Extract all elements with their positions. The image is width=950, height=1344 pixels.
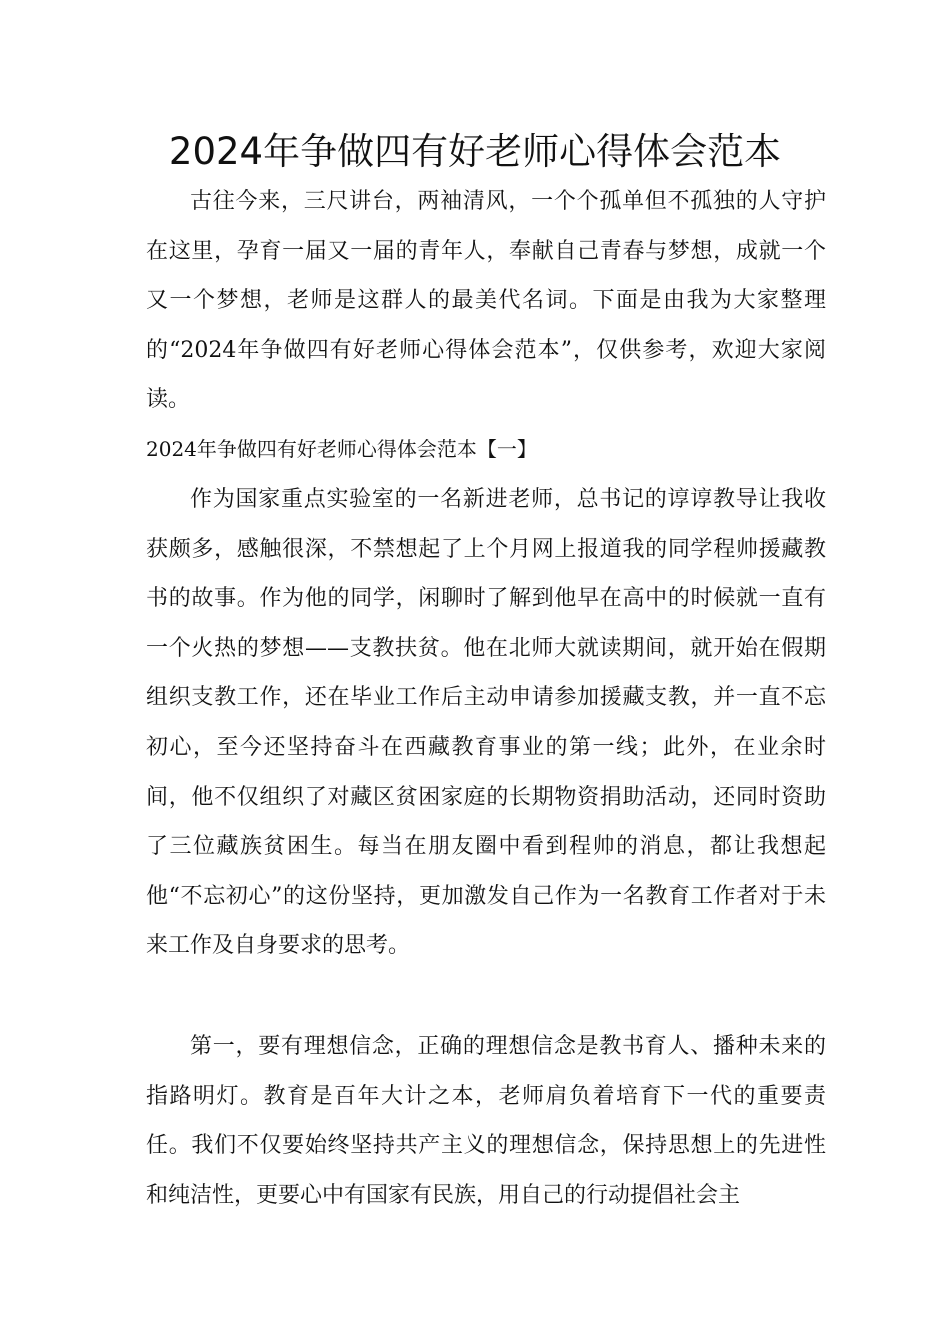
section-heading: 2024年争做四有好老师心得体会范本【一】: [146, 437, 537, 461]
intro-paragraph: 古往今来，三尺讲台，两袖清风，一个个孤单但不孤独的人守护在这里，孕育一届又一届的青年人，奉献自己青春与梦想，成就一个又一个梦想，老师是这群人的最美代名词。下面是由我为大家整理的“2024年争做四有好老师心得体会范本”，仅供参考，欢迎大家阅读。: [146, 189, 826, 413]
body-paragraph-1: 作为国家重点实验室的一名新进老师，总书记的谆谆教导让我收获颇多，感触很深，不禁想起了上个月网上报道我的同学程帅援藏教书的故事。作为他的同学，闲聊时了解到他早在高中的时候就一直有一个火热的梦想——支教扶贫。他在北师大就读期间，就开始在假期组织支教工作，还在毕业工作后主动申请参加援藏支教，并一直不忘初心，至今还坚持奋斗在西藏教育事业的第一线；此外，在业余时间，他不仅组织了对藏区贫困家庭的长期物资捐助活动，还同时资助了三位藏族贫困生。每当在朋友圈中看到程帅的消息，都让我想起他“不忘初心”的这份坚持，更加激发自己作为一名教育工作者对于未来工作及自身要求的思考。: [146, 487, 826, 959]
body-paragraph-2: 第一，要有理想信念，正确的理想信念是教书育人、播种未来的指路明灯。教育是百年大计之本，老师肩负着培育下一代的重要责任。我们不仅要始终坚持共产主义的理想信念，保持思想上的先进性和纯洁性，更要心中有国家有民族，用自己的行动提倡社会主: [146, 1034, 826, 1208]
document-title: 2024年争做四有好老师心得体会范本: [168, 130, 782, 173]
